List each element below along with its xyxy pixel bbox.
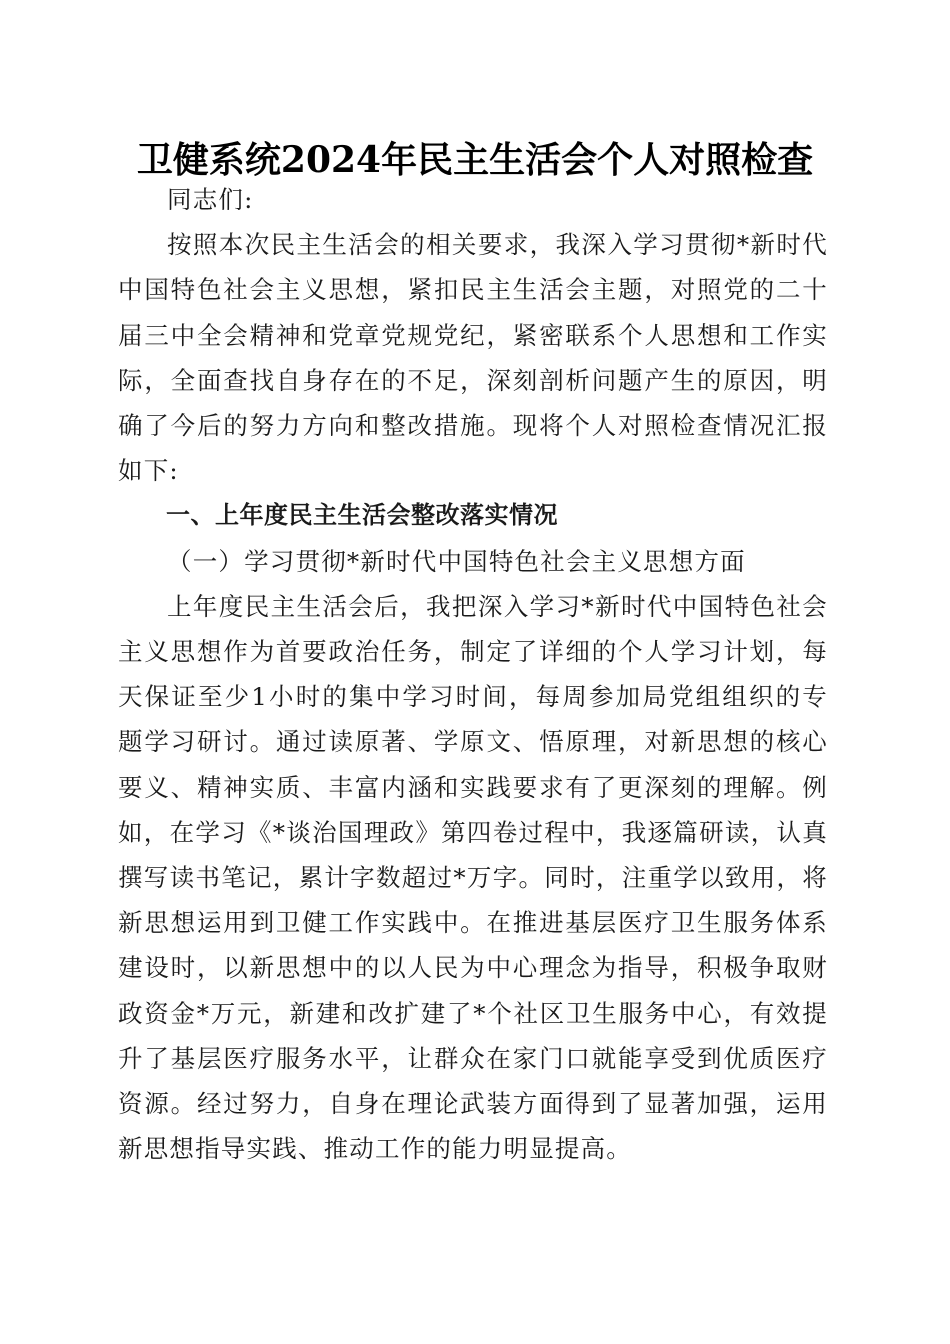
subsection-heading: （一）学习贯彻*新时代中国特色社会主义思想方面 [167,546,746,576]
document-body [118,177,828,1171]
body-paragraph: 上年度民主生活会后，我把深入学习*新时代中国特色社会主义思想作为首要政治任务，制定了详细的个人学习计划，每天保证至少1小时的集中学习时间，每周参加局党组组织的专题学习研讨。通过读原著、学原文、悟原理，对新思想的核心要义、精神实质、丰富内涵和实践要求有了更深刻的理解。例如，在学习《*谈治国理政》第四卷过程中，我逐篇研读，认真撰写读书笔记，累计字数超过*万字。同时，注重学以致用，将新思想运用到卫健工作实践中。在推进基层医疗卫生服务体系建设时，以新思想中的以人民为中心理念为指导，积极争取财政资金*万元，新建和改扩建了*个社区卫生服务中心，有效提升了基层医疗服务水平，让群众在家门口就能享受到优质医疗资源。经过努力，自身在理论武装方面得到了显著加强，运用新思想指导实践、推动工作的能力明显提高。 [118,591,828,1164]
salutation: 同志们: [167,185,254,214]
document-title: 卫健系统2024年民主生活会个人对照检查 [136,139,814,181]
section-heading: 一、上年度民主生活会整改落实情况 [166,501,558,530]
intro-paragraph: 按照本次民主生活会的相关要求，我深入学习贯彻*新时代中国特色社会主义思想，紧扣民主生活会主题，对照党的二十届三中全会精神和党章党规党纪，紧密联系个人思想和工作实际，全面查找自身存在的不足，深刻剖析问题产生的原因，明确了今后的努力方向和整改措施。现将个人对照检查情况汇报如下: [118,230,828,486]
